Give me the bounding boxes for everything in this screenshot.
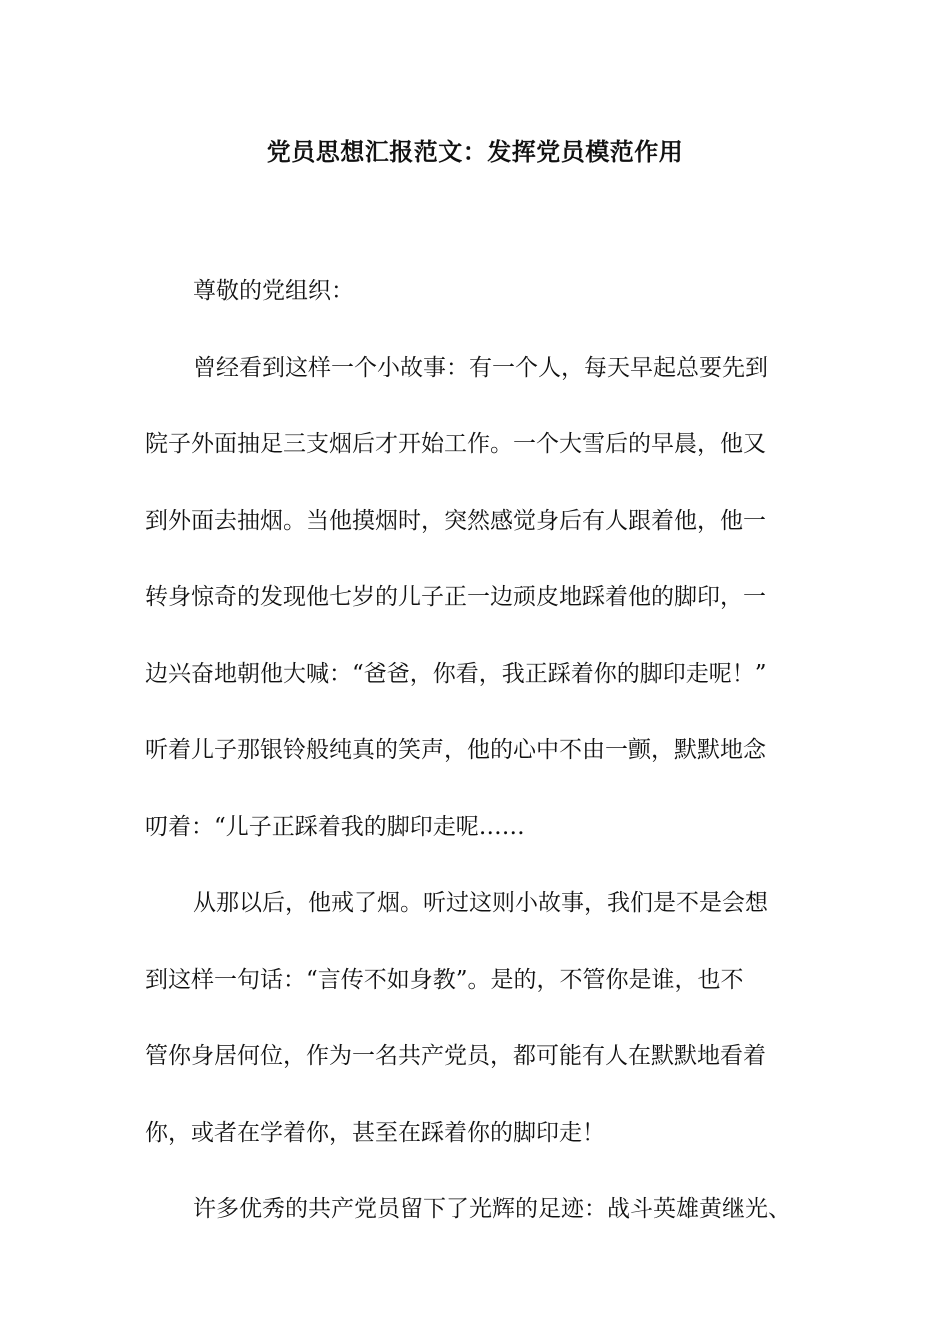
- paragraph-line: 到外面去抽烟。当他摸烟时，突然感觉身后有人跟着他，他一: [145, 507, 766, 534]
- paragraph-line: 转身惊奇的发现他七岁的儿子正一边顽皮地踩着他的脚印，一: [145, 584, 766, 610]
- paragraph-line: 到这样一句话：“言传不如身教”。是的，不管你是谁，也不: [145, 966, 744, 993]
- paragraph-line: 院子外面抽足三支烟后才开始工作。一个大雪后的早晨，他又: [145, 431, 766, 457]
- paragraph-line: 曾经看到这样一个小故事：有一个人，每天早起总要先到: [193, 354, 768, 381]
- document-body: [145, 253, 825, 1248]
- paragraph-line: 边兴奋地朝他大喊：“爸爸，你看，我正踩着你的脚印走呢！”: [145, 660, 767, 687]
- paragraph-line: 叨着：“儿子正踩着我的脚印走呢……: [145, 813, 525, 840]
- paragraph-line: 管你身居何位，作为一名共产党员，都可能有人在默默地看着: [145, 1043, 766, 1069]
- paragraph-line: 你，或者在学着你，甚至在踩着你的脚印走！: [145, 1119, 605, 1146]
- salutation-line: 尊敬的党组织：: [193, 278, 354, 304]
- paragraph-line: 许多优秀的共产党员留下了光辉的足迹：战斗英雄黄继光、: [193, 1196, 791, 1222]
- paragraph-line: 从那以后，他戒了烟。听过这则小故事，我们是不是会想: [193, 890, 768, 916]
- paragraph-line: 听着儿子那银铃般纯真的笑声，他的心中不由一颤，默默地念: [145, 737, 766, 763]
- document-title: 党员思想汇报范文：发挥党员模范作用: [266, 138, 684, 166]
